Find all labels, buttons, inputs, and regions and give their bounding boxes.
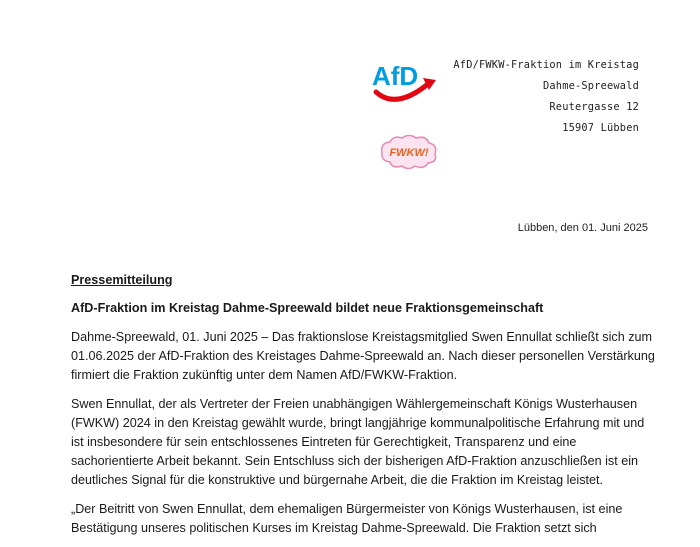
dateline: Lübben, den 01. Juni 2025 <box>517 222 648 234</box>
address-line: AfD/FWKW-Fraktion im Kreistag <box>453 59 639 71</box>
document-label: Pressemitteilung <box>71 273 173 287</box>
paragraph: Swen Ennullat, der als Vertreter der Freien unabhängigen Wählergemeinschaft Königs Wusterhausen (FWKW) 2024 in den Kreistag gewählt wurde, bringt langjährige kommunalpolitische Erfahrung mit und ist insbesondere für sein entschlossenes Eintreten für Gerechtigkeit, Transparenz und eine sachorientierte Arbeit bekannt. Sein Entschluss sich der bisherigen AfD-Fraktion anzuschließen ist ein deutliches Signal für die konstruktive und bürgernahe Arbeit, die die Fraktion im Kreistag leistet. <box>71 397 645 487</box>
svg-text:FWKW!: FWKW! <box>389 147 429 159</box>
paragraph: Dahme-Spreewald, 01. Juni 2025 – Das fraktionslose Kreistagsmitglied Swen Ennullat schließt sich zum 01.06.2025 der AfD-Fraktion des Kreistages Dahme-Spreewald an. Nach dieser personellen Verstärkung firmiert die Fraktion zukünftig unter dem Namen AfD/FWKW-Fraktion. <box>71 330 655 382</box>
address-line: Dahme-Spreewald <box>543 80 639 92</box>
fwkw-logo <box>378 131 440 173</box>
paragraph: „Der Beitritt von Swen Ennullat, dem ehemaligen Bürgermeister von Königs Wusterhausen, ist eine Bestätigung unseres politischen Kurses im Kreistag Dahme-Spreewald. Die Fraktion setzt sich <box>71 502 623 535</box>
address-line: 15907 Lübben <box>562 122 639 134</box>
svg-text:AfD: AfD <box>372 61 419 91</box>
document-body <box>71 271 657 538</box>
afd-logo <box>370 58 442 108</box>
sender-address <box>453 55 639 139</box>
document-headline: AfD-Fraktion im Kreistag Dahme-Spreewald bildet neue Fraktionsgemeinschaft <box>71 301 544 315</box>
address-line: Reutergasse 12 <box>549 101 639 113</box>
